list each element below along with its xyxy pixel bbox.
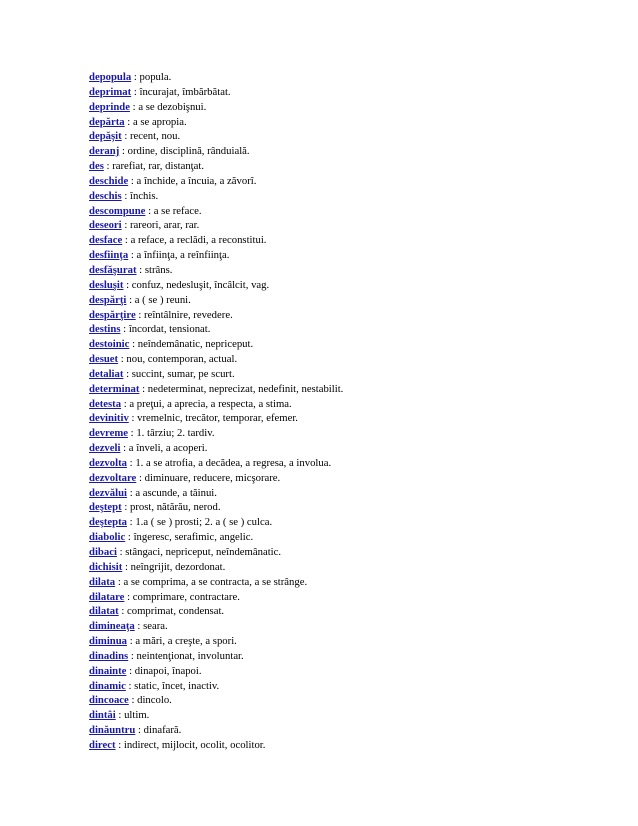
entry-antonyms: ultim. xyxy=(124,709,150,722)
entry-separator: : xyxy=(131,71,140,83)
entry-word-link[interactable]: des xyxy=(89,160,104,173)
entry-antonyms: a ascunde, a tăinui. xyxy=(135,486,217,499)
dictionary-entry xyxy=(89,293,609,308)
entry-separator: : xyxy=(120,323,129,336)
entry-separator: : xyxy=(121,219,130,232)
entry-word-link[interactable]: diabolic xyxy=(89,531,126,544)
entry-separator: : xyxy=(125,531,134,544)
entry-antonyms: rareori, arar, rar. xyxy=(129,219,200,232)
entry-antonyms: a preţui, a aprecia, a respecta, a stima. xyxy=(129,397,292,410)
entry-word-link[interactable]: deştepta xyxy=(89,516,127,529)
entry-separator: : xyxy=(121,397,130,410)
dictionary-entry xyxy=(89,649,609,664)
entry-word-link[interactable]: depăşit xyxy=(89,130,122,143)
dictionary-entry xyxy=(89,70,609,85)
entry-word-link[interactable]: dintâi xyxy=(89,709,116,722)
entry-word-link[interactable]: deranj xyxy=(89,145,120,158)
entry-separator: : xyxy=(119,145,128,158)
entry-antonyms: dincolo. xyxy=(137,694,172,707)
entry-word-link[interactable]: direct xyxy=(89,738,116,751)
entry-separator: : xyxy=(115,738,124,751)
dictionary-entry xyxy=(89,322,609,337)
dictionary-list xyxy=(89,70,609,753)
entry-word-link[interactable]: despărţi xyxy=(89,293,127,306)
entry-separator: : xyxy=(135,308,145,321)
entry-separator: : xyxy=(121,501,130,514)
entry-antonyms: a ( se ) reuni. xyxy=(134,293,191,306)
entry-antonyms: a înfiinţa, a reînfiinţa. xyxy=(136,249,230,262)
entry-antonyms: a se reface. xyxy=(153,204,202,217)
dictionary-entry xyxy=(89,560,609,575)
entry-word-link[interactable]: destoinic xyxy=(89,338,130,351)
entry-word-link[interactable]: dezveli xyxy=(89,442,121,455)
entry-antonyms: a mări, a creşte, a spori. xyxy=(135,635,237,648)
entry-separator: : xyxy=(127,427,137,440)
dictionary-entry xyxy=(89,456,609,471)
entry-separator: : xyxy=(127,516,136,529)
entry-word-link[interactable]: dinăuntru xyxy=(89,724,136,737)
entry-separator: : xyxy=(124,115,133,128)
entry-antonyms: nedeterminat, neprecizat, nedefinit, nestabilit. xyxy=(147,382,344,395)
entry-word-link[interactable]: desfăşurat xyxy=(89,263,137,276)
entry-separator: : xyxy=(122,234,131,247)
entry-word-link[interactable]: deschide xyxy=(89,174,129,187)
dictionary-entry xyxy=(89,590,609,605)
entry-antonyms: prost, nătărău, nerod. xyxy=(129,501,221,514)
dictionary-entry xyxy=(89,679,609,694)
entry-word-link[interactable]: dimineaţa xyxy=(89,620,135,633)
entry-word-link[interactable]: desuet xyxy=(89,353,119,366)
entry-antonyms: succint, sumar, pe scurt. xyxy=(131,367,235,380)
entry-separator: : xyxy=(115,709,125,722)
dictionary-entry xyxy=(89,723,609,738)
dictionary-entry xyxy=(89,426,609,441)
entry-word-link[interactable]: deştept xyxy=(89,501,122,514)
entry-antonyms: popula. xyxy=(139,71,172,83)
entry-antonyms: încordat, tensionat. xyxy=(128,323,211,336)
entry-word-link[interactable]: dezvoltare xyxy=(89,471,137,484)
entry-antonyms: confuz, nedesluşit, încâlcit, vag. xyxy=(131,278,270,291)
entry-antonyms: ordine, disciplină, rânduială. xyxy=(127,145,250,158)
entry-separator: : xyxy=(121,189,130,202)
entry-antonyms: a se dezobişnui. xyxy=(138,100,207,113)
entry-antonyms: neîndemânatic, nepriceput. xyxy=(137,338,254,351)
entry-word-link[interactable]: devreme xyxy=(89,427,128,440)
entry-antonyms: a închide, a încuia, a zăvorî. xyxy=(136,174,257,187)
dictionary-entry xyxy=(89,693,609,708)
entry-separator: : xyxy=(123,367,132,380)
entry-separator: : xyxy=(120,442,129,455)
entry-separator: : xyxy=(118,605,128,618)
entry-word-link[interactable]: diminua xyxy=(89,635,128,648)
entry-antonyms: comprimare, contractare. xyxy=(132,590,240,603)
entry-word-link[interactable]: desluşit xyxy=(89,278,124,291)
entry-separator: : xyxy=(135,724,144,737)
entry-word-link[interactable]: determinat xyxy=(89,382,140,395)
dictionary-entry xyxy=(89,708,609,723)
dictionary-entry xyxy=(89,738,609,753)
dictionary-entry xyxy=(89,411,609,426)
dictionary-entry xyxy=(89,515,609,530)
entry-separator: : xyxy=(136,471,145,484)
dictionary-entry xyxy=(89,530,609,545)
entry-word-link[interactable]: dilata xyxy=(89,575,116,588)
entry-separator: : xyxy=(126,293,135,306)
entry-word-link[interactable]: devinitiv xyxy=(89,412,129,425)
entry-antonyms: neîngrijit, dezordonat. xyxy=(130,560,226,573)
dictionary-entry xyxy=(89,337,609,352)
entry-word-link[interactable]: deprimat xyxy=(89,85,132,98)
dictionary-entry xyxy=(89,278,609,293)
dictionary-entry xyxy=(89,115,609,130)
entry-separator: : xyxy=(123,278,132,291)
entry-separator: : xyxy=(127,486,136,499)
dictionary-entry xyxy=(89,352,609,367)
entry-separator: : xyxy=(128,694,138,707)
dictionary-entry xyxy=(89,233,609,248)
entry-antonyms: 1. târziu; 2. tardiv. xyxy=(136,427,215,440)
entry-word-link[interactable]: dinamic xyxy=(89,679,126,692)
entry-word-link[interactable]: depărta xyxy=(89,115,125,128)
entry-antonyms: dinapoi, înapoi. xyxy=(134,664,202,677)
entry-antonyms: reîntâlnire, revedere. xyxy=(144,308,233,321)
entry-antonyms: comprimat, condensat. xyxy=(127,605,225,618)
entry-antonyms: diminuare, reducere, micşorare. xyxy=(144,471,281,484)
entry-separator: : xyxy=(124,590,133,603)
entry-antonyms: dinafară. xyxy=(143,724,182,737)
entry-separator: : xyxy=(128,174,137,187)
dictionary-entry xyxy=(89,204,609,219)
dictionary-entry xyxy=(89,471,609,486)
dictionary-entry xyxy=(89,604,609,619)
entry-antonyms: îngeresc, serafimic, angelic. xyxy=(133,531,254,544)
entry-separator: : xyxy=(128,412,138,425)
entry-separator: : xyxy=(125,679,135,692)
entry-word-link[interactable]: desface xyxy=(89,234,123,247)
dictionary-entry xyxy=(89,441,609,456)
entry-separator: : xyxy=(145,204,154,217)
entry-word-link[interactable]: dinadins xyxy=(89,649,129,662)
entry-separator: : xyxy=(122,560,131,573)
entry-separator: : xyxy=(134,620,144,633)
entry-separator: : xyxy=(129,338,138,351)
dictionary-entry xyxy=(89,100,609,115)
entry-word-link[interactable]: despărţire xyxy=(89,308,136,321)
entry-word-link[interactable]: descompune xyxy=(89,204,146,217)
entry-word-link[interactable]: dilatare xyxy=(89,590,125,603)
dictionary-entry xyxy=(89,174,609,189)
entry-antonyms: rarefiat, rar, distanţat. xyxy=(112,160,205,173)
entry-separator: : xyxy=(118,353,127,366)
entry-antonyms: nou, contemporan, actual. xyxy=(126,353,238,366)
entry-antonyms: stângaci, nepriceput, neîndemânatic. xyxy=(125,546,282,558)
entry-word-link[interactable]: depopula xyxy=(89,71,132,83)
entry-separator: : xyxy=(126,664,135,677)
entry-word-link[interactable]: deseori xyxy=(89,219,122,232)
entry-antonyms: a înveli, a acoperi. xyxy=(128,442,208,455)
entry-antonyms: încurajat, îmbărbătat. xyxy=(139,85,231,98)
entry-antonyms: a se comprima, a se contracta, a se strânge. xyxy=(123,575,308,588)
dictionary-entry xyxy=(89,248,609,263)
entry-separator: : xyxy=(127,456,136,469)
entry-separator: : xyxy=(127,635,136,648)
entry-antonyms: strâns. xyxy=(144,263,173,276)
dictionary-entry xyxy=(89,382,609,397)
dictionary-entry xyxy=(89,263,609,278)
entry-antonyms: neintenţionat, involuntar. xyxy=(136,649,244,662)
dictionary-entry xyxy=(89,545,609,560)
entry-separator: : xyxy=(136,263,145,276)
entry-word-link[interactable]: desfiinţa xyxy=(89,249,129,262)
dictionary-entry xyxy=(89,500,609,515)
entry-antonyms: static, încet, inactiv. xyxy=(134,679,220,692)
dictionary-entry xyxy=(89,129,609,144)
entry-separator: : xyxy=(139,382,148,395)
entry-separator: : xyxy=(121,130,130,143)
entry-word-link[interactable]: detesta xyxy=(89,397,122,410)
dictionary-entry xyxy=(89,486,609,501)
entry-antonyms: indirect, mijlocit, ocolit, ocolitor. xyxy=(123,738,266,751)
entry-antonyms: a se apropia. xyxy=(132,115,187,128)
entry-word-link[interactable]: dibaci xyxy=(89,546,117,558)
entry-separator: : xyxy=(115,575,124,588)
entry-word-link[interactable]: dinainte xyxy=(89,664,127,677)
dictionary-entry xyxy=(89,619,609,634)
entry-antonyms: recent, nou. xyxy=(130,130,181,143)
dictionary-entry xyxy=(89,575,609,590)
dictionary-entry xyxy=(89,218,609,233)
dictionary-entry xyxy=(89,159,609,174)
entry-word-link[interactable]: dichisit xyxy=(89,560,123,573)
entry-separator: : xyxy=(129,100,139,113)
dictionary-entry xyxy=(89,189,609,204)
dictionary-entry xyxy=(89,367,609,382)
entry-antonyms: vremelnic, trecător, temporar, efemer. xyxy=(137,412,298,425)
entry-word-link[interactable]: dilatat xyxy=(89,605,119,618)
dictionary-entry xyxy=(89,397,609,412)
entry-separator: : xyxy=(116,546,126,558)
entry-separator: : xyxy=(128,649,137,662)
dictionary-entry xyxy=(89,634,609,649)
entry-word-link[interactable]: destins xyxy=(89,323,121,336)
entry-separator: : xyxy=(103,160,113,173)
dictionary-entry xyxy=(89,144,609,159)
entry-antonyms: închis. xyxy=(130,189,159,202)
entry-antonyms: a reface, a reclădi, a reconstitui. xyxy=(130,234,267,247)
entry-word-link[interactable]: deschis xyxy=(89,189,122,202)
entry-separator: : xyxy=(131,85,140,98)
entry-separator: : xyxy=(128,249,137,262)
entry-word-link[interactable]: dincoace xyxy=(89,694,129,707)
entry-antonyms: 1. a se atrofia, a decădea, a regresa, a involua. xyxy=(135,456,332,469)
entry-word-link[interactable]: dezvolta xyxy=(89,456,127,469)
dictionary-entry xyxy=(89,308,609,323)
dictionary-entry xyxy=(89,664,609,679)
dictionary-entry xyxy=(89,85,609,100)
entry-antonyms: seara. xyxy=(143,620,168,633)
entry-word-link[interactable]: detaliat xyxy=(89,367,124,380)
entry-antonyms: 1.a ( se ) prosti; 2. a ( se ) culca. xyxy=(135,516,273,529)
entry-word-link[interactable]: deprinde xyxy=(89,100,130,113)
entry-word-link[interactable]: dezvălui xyxy=(89,486,128,499)
